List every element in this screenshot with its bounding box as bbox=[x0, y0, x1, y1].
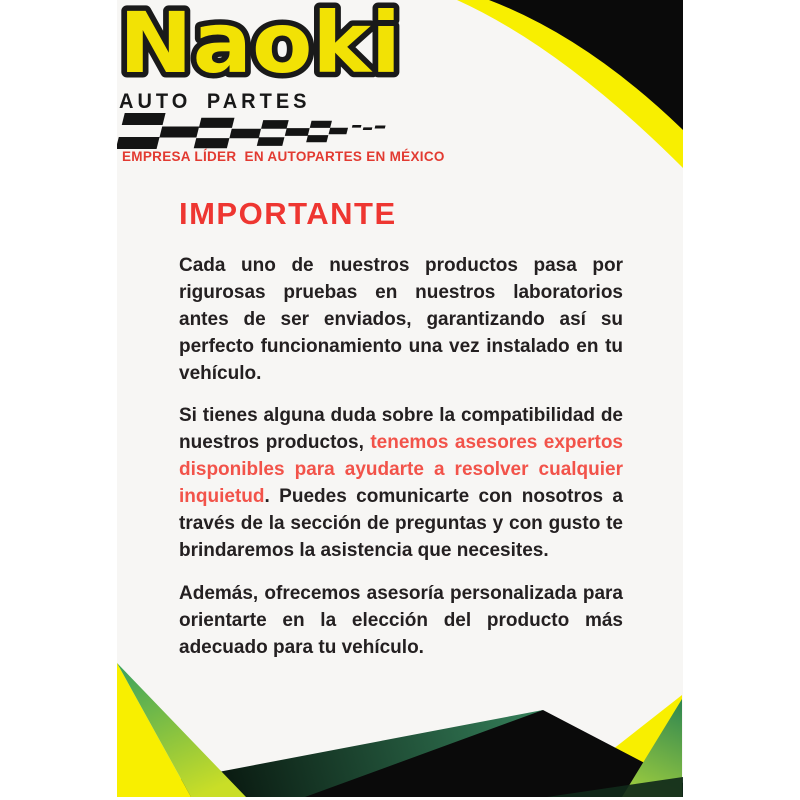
paragraph-quality: Cada uno de nuestros productos pasa por rigurosas pruebas en nuestros laboratorios antes de ser enviados, garantizando así su perfecto funcionamiento una vez instalado en tu vehículo. bbox=[179, 255, 623, 384]
bottom-decoration bbox=[117, 659, 683, 797]
paragraph-support-lead: Si tienes alguna duda sobre la compatibilidad de nuestros productos, bbox=[179, 405, 623, 453]
paragraph-support bbox=[179, 402, 623, 564]
brand-subtitle: AUTO PARTES bbox=[119, 90, 311, 114]
brand-logo-text: Naoki bbox=[119, 0, 401, 92]
paragraph-support-tail: . Puedes comunicarte con nosotros a través de la sección de preguntas y con gusto te brindaremos la asistencia que necesites. bbox=[179, 486, 623, 561]
paragraph-advice: Además, ofrecemos asesoría personalizada para orientarte en la elección del producto más adecuado para tu vehículo. bbox=[179, 583, 623, 658]
paragraph-support-highlight: tenemos asesores expertos disponibles para ayudarte a resolver cualquier inquietud bbox=[179, 432, 623, 507]
brand-logo bbox=[117, 0, 415, 96]
flyer-page bbox=[117, 0, 683, 797]
corner-decoration bbox=[423, 0, 683, 175]
brand-tagline: EMPRESA LÍDER EN AUTOPARTES EN MÉXICO bbox=[122, 149, 445, 164]
section-heading: IMPORTANTE bbox=[179, 196, 397, 231]
body-text bbox=[179, 252, 623, 676]
